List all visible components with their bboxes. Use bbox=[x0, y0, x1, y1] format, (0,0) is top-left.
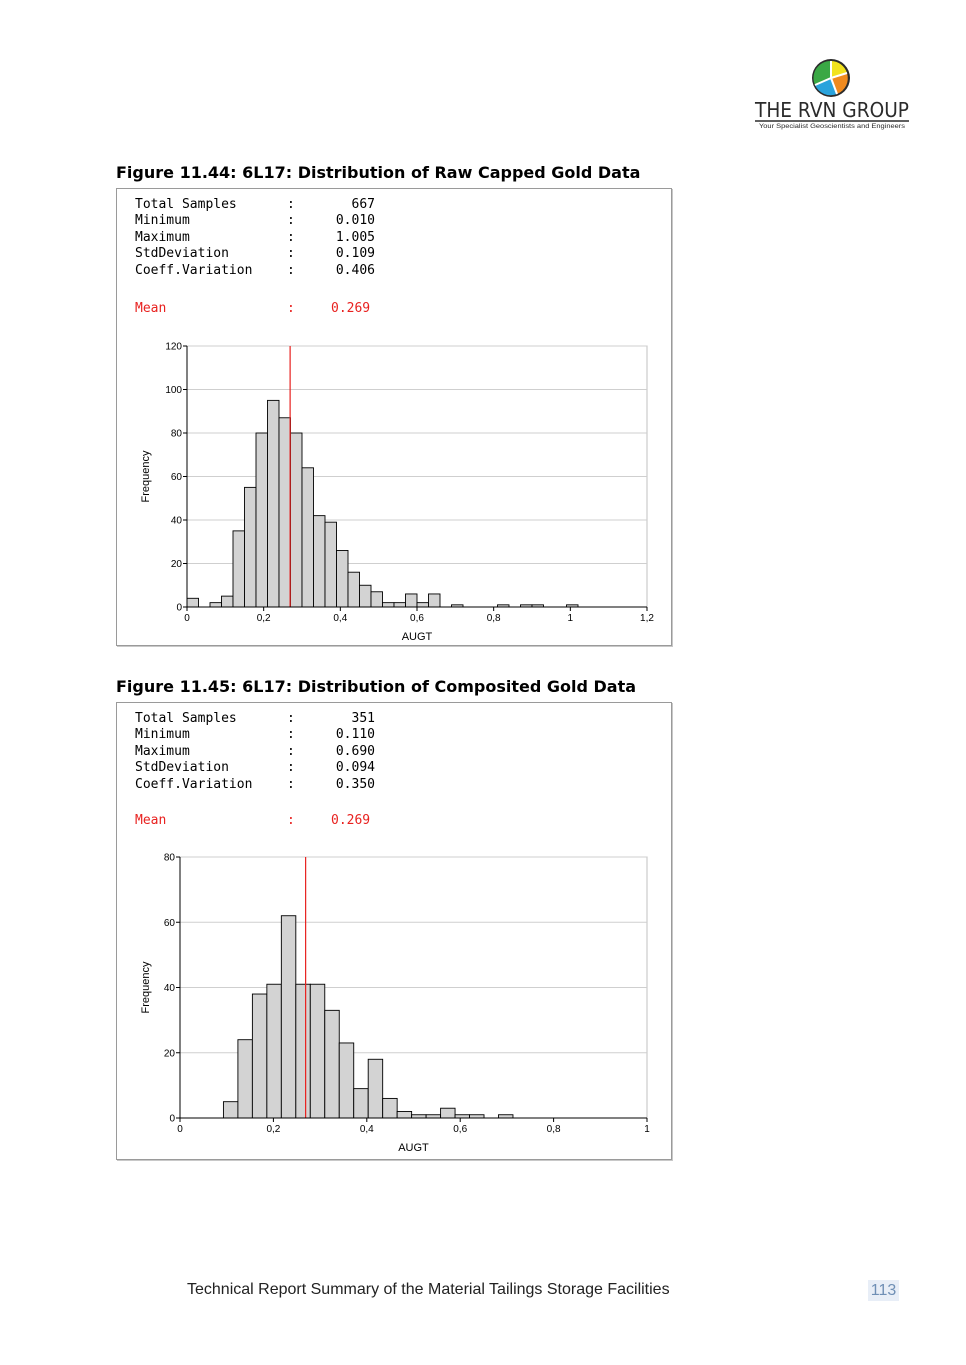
histogram-bar bbox=[383, 603, 395, 607]
histogram-bar bbox=[233, 531, 245, 607]
histogram-bar bbox=[371, 592, 383, 607]
figure-caption-1: Figure 11.44: 6L17: Distribution of Raw Capped Gold Data bbox=[116, 163, 641, 182]
page-number: 113 bbox=[868, 1280, 899, 1301]
figure-caption-2: Figure 11.45: 6L17: Distribution of Composited Gold Data bbox=[116, 677, 637, 696]
histogram-chart-2 bbox=[117, 703, 671, 1159]
y-tick-label: 60 bbox=[170, 472, 182, 483]
logo-wordmark: THE RVN GROUP bbox=[754, 98, 909, 122]
histogram-bar bbox=[238, 1040, 252, 1118]
histogram-bar bbox=[302, 468, 314, 607]
x-tick-label: 0,2 bbox=[256, 613, 271, 624]
histogram-bar bbox=[187, 598, 199, 607]
figure-panel-1: Total Samples : 667 Minimum : 0.010 Maximum : 1.005 StdDeviation : 0.109 Coeff.Variation : 0.406 Mean : 0.269 0 20 40 60 80 100 120 0 0,2 0,4 0,6 0,8 1 1,2 AUGT Frequency bbox=[116, 188, 672, 646]
histogram-bar bbox=[394, 603, 406, 607]
mean-row-2: Mean : 0.269 bbox=[135, 813, 371, 828]
y-tick-label: 80 bbox=[170, 428, 182, 440]
logo-emblem-icon bbox=[812, 59, 850, 97]
histogram-bar bbox=[314, 516, 326, 607]
y-tick-label: 60 bbox=[163, 917, 175, 929]
histogram-bar bbox=[291, 433, 303, 607]
x-tick-label: 1 bbox=[567, 613, 574, 624]
histogram-bar bbox=[256, 433, 268, 607]
histogram-bar bbox=[210, 603, 222, 607]
y-tick-label: 100 bbox=[165, 385, 182, 396]
y-axis-label: Frequency bbox=[140, 961, 152, 1014]
figure-panel-2: Total Samples : 351 Minimum : 0.110 Maximum : 0.690 StdDeviation : 0.094 Coeff.Variation : 0.350 Mean : 0.269 0 20 40 60 80 0 0,2 0,4 0,6 0,8 1 AUGT Frequency bbox=[116, 702, 672, 1160]
x-tick-label: 0,4 bbox=[359, 1124, 374, 1135]
histogram-bar bbox=[348, 572, 360, 607]
x-tick-label: 0,6 bbox=[410, 613, 424, 624]
histogram-bar bbox=[223, 1102, 237, 1118]
histogram-bar bbox=[441, 1108, 455, 1118]
histogram-bar bbox=[325, 522, 337, 607]
x-tick-label: 1,2 bbox=[640, 613, 654, 624]
histogram-bar bbox=[268, 400, 280, 607]
histogram-bar bbox=[245, 487, 257, 607]
histogram-bar bbox=[354, 1089, 368, 1118]
histogram-bar bbox=[417, 603, 429, 607]
histogram-bar bbox=[406, 594, 418, 607]
x-axis-label: AUGT bbox=[398, 1142, 429, 1154]
histogram-bar bbox=[296, 984, 310, 1118]
histogram-bar bbox=[222, 596, 234, 607]
mean-row-1: Mean : 0.269 bbox=[135, 301, 371, 316]
histogram-bar bbox=[397, 1111, 411, 1118]
histogram-bar bbox=[429, 594, 441, 607]
y-tick-label: 80 bbox=[163, 852, 175, 864]
company-logo bbox=[752, 58, 912, 132]
x-tick-label: 0,2 bbox=[266, 1124, 281, 1135]
logo-tagline: Your Specialist Geoscientists and Engineers bbox=[759, 123, 906, 130]
histogram-bar bbox=[310, 984, 324, 1118]
footer-report-title: Technical Report Summary of the Material Tailings Storage Facilities bbox=[187, 1281, 670, 1298]
x-tick-label: 0,8 bbox=[486, 613, 501, 624]
histogram-bar bbox=[368, 1059, 382, 1118]
histogram-bar bbox=[337, 550, 349, 607]
histogram-bar bbox=[325, 1010, 339, 1118]
x-tick-label: 0,8 bbox=[546, 1124, 561, 1135]
histogram-bar bbox=[360, 585, 372, 607]
histogram-bar bbox=[339, 1043, 353, 1118]
y-tick-label: 20 bbox=[163, 1048, 175, 1060]
y-axis-label: Frequency bbox=[140, 450, 152, 503]
histogram-bar bbox=[279, 418, 291, 607]
histogram-bar bbox=[281, 916, 295, 1118]
histogram-bar bbox=[383, 1098, 397, 1118]
y-tick-label: 40 bbox=[170, 515, 182, 527]
x-tick-label: 0 bbox=[184, 613, 190, 624]
y-tick-label: 40 bbox=[163, 983, 175, 994]
histogram-chart-1 bbox=[117, 189, 671, 645]
x-tick-label: 0 bbox=[177, 1124, 183, 1135]
x-tick-label: 1 bbox=[644, 1124, 650, 1135]
y-tick-label: 0 bbox=[176, 602, 182, 614]
y-tick-label: 20 bbox=[170, 559, 182, 570]
x-tick-label: 0,4 bbox=[333, 613, 348, 624]
x-axis-label: AUGT bbox=[401, 631, 433, 643]
histogram-bar bbox=[252, 994, 266, 1118]
y-tick-label: 0 bbox=[169, 1113, 175, 1125]
histogram-bar bbox=[267, 984, 281, 1118]
y-tick-label: 120 bbox=[165, 341, 182, 353]
x-tick-label: 0,6 bbox=[453, 1124, 468, 1135]
